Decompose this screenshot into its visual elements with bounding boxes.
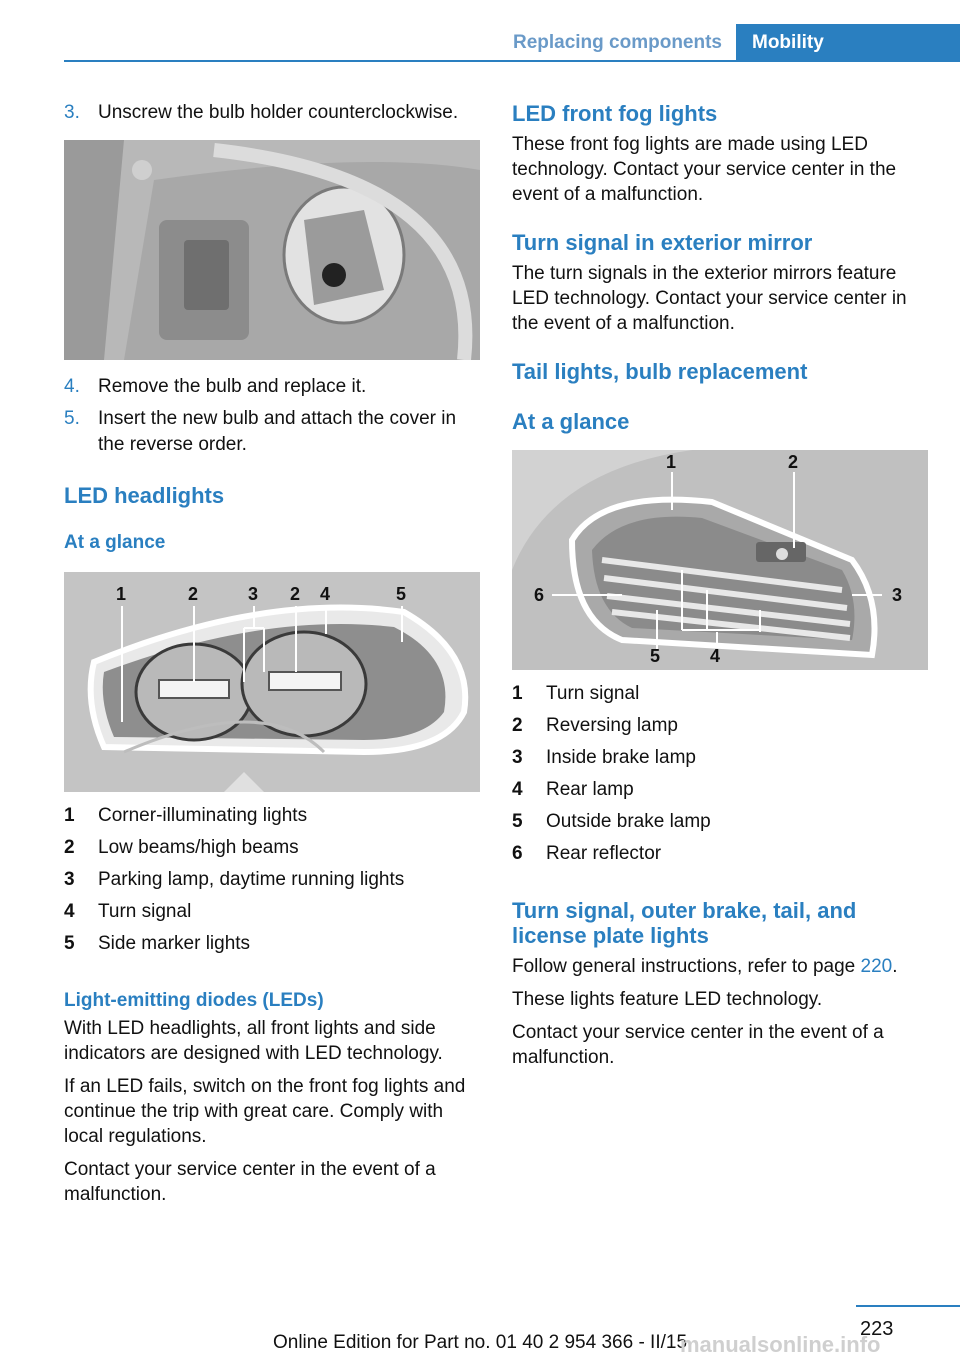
legend-text: Reversing lamp <box>546 715 678 736</box>
led-paragraph-3: Contact your service center in the event of a malfunction. <box>64 1159 436 1205</box>
bulb-holder-photo <box>64 140 480 360</box>
outer-lights-heading: Turn signal, outer brake, tail, and license plate lights <box>512 898 857 948</box>
outer-lights-paragraph-2: These lights feature LED technology. <box>512 989 823 1010</box>
outer-lights-period: . <box>892 956 898 977</box>
led-headlights-heading: LED headlights <box>64 483 225 508</box>
step-text: Insert the new bulb and attach the cover in the reverse order. <box>98 408 457 455</box>
legend-item <box>64 832 480 864</box>
legend-text: Turn signal <box>98 901 192 922</box>
legend-number: 2 <box>64 837 75 858</box>
page-number-rule <box>856 1305 960 1307</box>
mirror-signal-heading: Turn signal in exterior mirror <box>512 230 813 255</box>
step-5 <box>64 406 480 458</box>
callout-3: 3 <box>248 584 259 604</box>
legend-text: Inside brake lamp <box>546 747 696 768</box>
callout-2: 2 <box>788 452 799 472</box>
legend-number: 2 <box>512 715 523 736</box>
page-reference-link[interactable]: 220 <box>860 956 893 977</box>
tail-light-illustration <box>512 450 928 670</box>
callout-5: 5 <box>396 584 407 604</box>
callout-6: 6 <box>534 585 545 605</box>
outer-lights-text: Follow general instructions, refer to page <box>512 956 861 977</box>
step-number: 3. <box>64 102 80 123</box>
header-section-title: Replacing components <box>512 32 722 53</box>
legend-text: Rear reflector <box>546 843 662 864</box>
edition-footer: Online Edition for Part no. 01 40 2 954 366 - II/15 <box>272 1332 688 1353</box>
step-number: 5. <box>64 408 80 429</box>
legend-text: Side marker lights <box>98 933 251 954</box>
fog-lights-paragraph: These front fog lights are made using LED technology. Contact your service center in the event of a malfunction. <box>512 134 897 205</box>
callout-4: 4 <box>710 646 721 666</box>
tail-light-legend <box>512 678 928 870</box>
callout-2b: 2 <box>290 584 301 604</box>
legend-number: 1 <box>64 805 75 826</box>
legend-text: Turn signal <box>546 683 640 704</box>
page-number: 223 <box>860 1318 894 1340</box>
legend-item <box>512 742 928 774</box>
legend-number: 3 <box>64 869 75 890</box>
legend-item <box>64 864 480 896</box>
at-a-glance-heading-right: At a glance <box>512 409 630 434</box>
led-paragraph-1: With LED headlights, all front lights and side indicators are designed with LED technology. <box>64 1018 443 1064</box>
callout-5: 5 <box>650 646 661 666</box>
bulb-holder-illustration <box>64 140 480 360</box>
legend-item <box>512 678 928 710</box>
step-3 <box>64 100 480 126</box>
legend-number: 3 <box>512 747 523 768</box>
step-number: 4. <box>64 376 80 397</box>
left-column <box>64 100 480 1207</box>
step-4 <box>64 374 480 400</box>
outer-lights-paragraph-1 <box>512 954 928 979</box>
legend-item <box>512 838 928 870</box>
header-chapter-tab: Mobility <box>736 24 960 62</box>
legend-item <box>512 710 928 742</box>
led-headlight-photo <box>64 572 480 792</box>
led-headlight-illustration <box>64 572 480 792</box>
watermark: manualsonline.info <box>680 1332 881 1357</box>
tail-light-photo <box>512 450 928 670</box>
legend-item <box>64 928 480 960</box>
legend-number: 4 <box>512 779 523 800</box>
legend-text: Parking lamp, daytime running lights <box>98 869 405 890</box>
outer-lights-paragraph-3: Contact your service center in the event of a malfunction. <box>512 1022 884 1068</box>
callout-2: 2 <box>188 584 199 604</box>
tail-lights-heading: Tail lights, bulb replacement <box>512 359 808 384</box>
callout-3: 3 <box>892 585 903 605</box>
fog-lights-heading: LED front fog lights <box>512 101 718 126</box>
legend-number: 5 <box>512 811 523 832</box>
at-a-glance-heading: At a glance <box>64 532 166 553</box>
legend-number: 6 <box>512 843 523 864</box>
callout-1: 1 <box>116 584 127 604</box>
led-paragraph-2: If an LED fails, switch on the front fog lights and continue the trip with great care. Comply with local regulations. <box>64 1076 466 1147</box>
callout-1: 1 <box>666 452 677 472</box>
legend-text: Outside brake lamp <box>546 811 711 832</box>
legend-text: Low beams/high beams <box>98 837 299 858</box>
led-subheading: Light-emitting diodes (LEDs) <box>64 990 324 1011</box>
legend-text: Corner-illuminating lights <box>98 805 308 826</box>
step-text: Remove the bulb and replace it. <box>98 376 367 397</box>
legend-item <box>64 800 480 832</box>
legend-number: 1 <box>512 683 523 704</box>
headlight-legend <box>64 800 480 960</box>
mirror-signal-paragraph: The turn signals in the exterior mirrors feature LED technology. Contact your service center in the event of a malfunction. <box>512 263 907 334</box>
legend-number: 5 <box>64 933 75 954</box>
legend-item <box>64 896 480 928</box>
legend-item <box>512 806 928 838</box>
legend-number: 4 <box>64 901 75 922</box>
legend-text: Rear lamp <box>546 779 634 800</box>
step-text: Unscrew the bulb holder counterclockwise. <box>98 102 459 123</box>
legend-item <box>512 774 928 806</box>
right-column <box>512 100 928 1070</box>
callout-4: 4 <box>320 584 331 604</box>
header-rule <box>64 60 960 62</box>
